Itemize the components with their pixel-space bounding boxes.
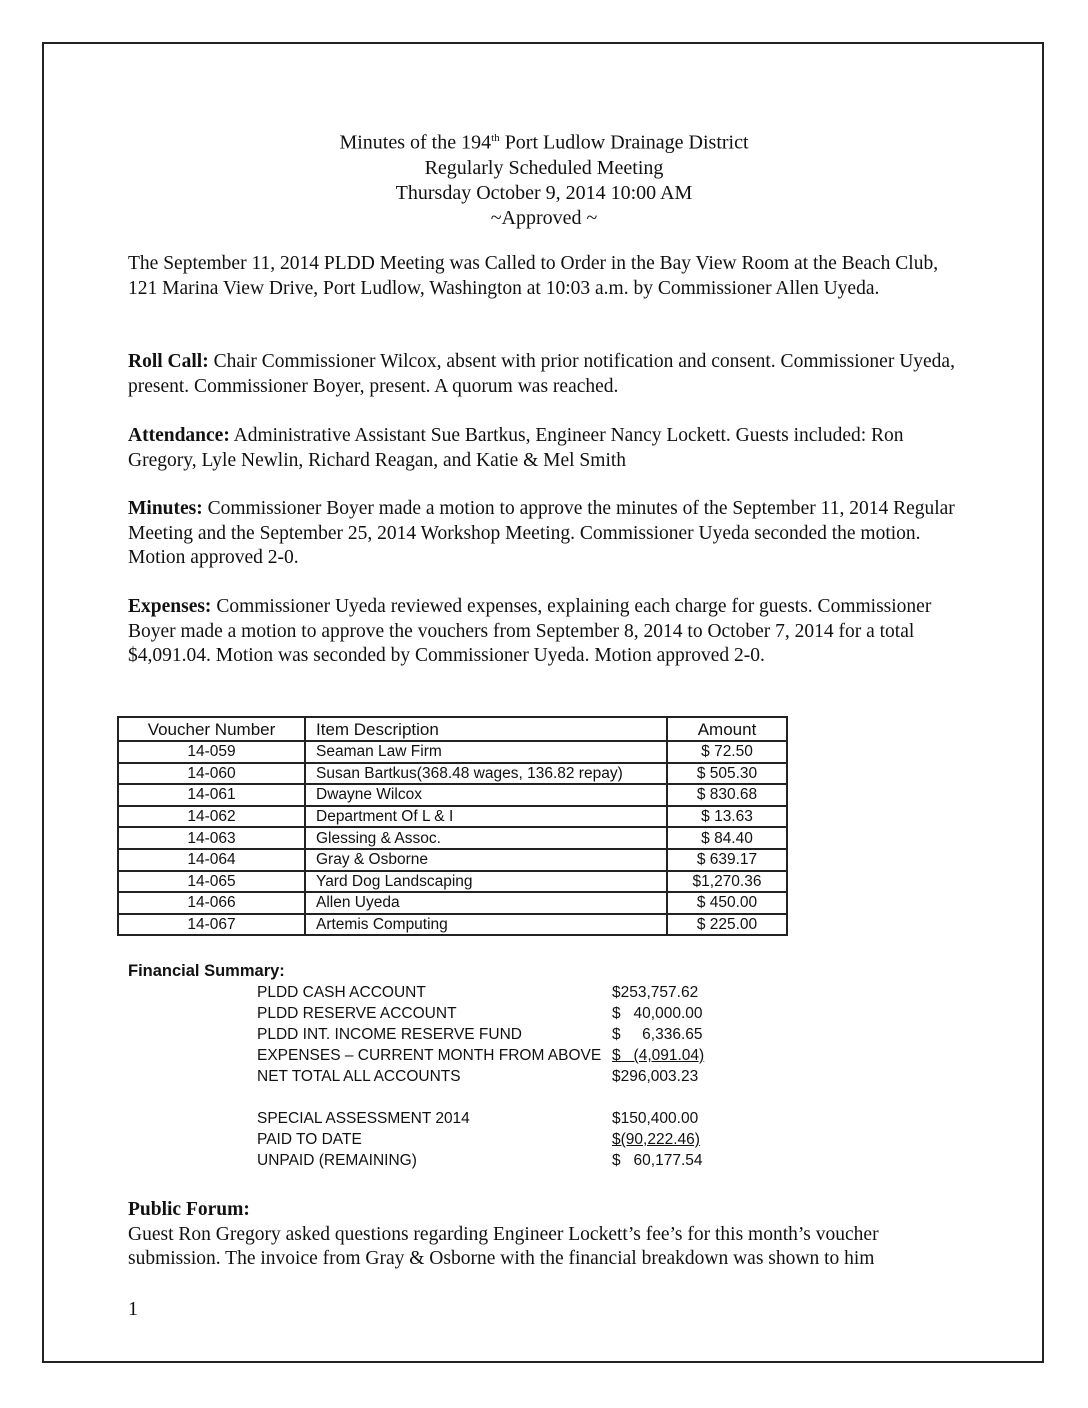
financial-row xyxy=(257,1005,757,1026)
section-text: Commissioner Boyer made a motion to approve the minutes of the September 11, 2014 Regular Meeting and the September 25, 2014 Workshop Meeting. Commissioner Uyeda seconded the motion. Motion approved 2-0. xyxy=(128,498,955,568)
voucher-number: 14-067 xyxy=(118,914,305,936)
intro-paragraph: The September 11, 2014 PLDD Meeting was Called to Order in the Bay View Room at the Beach Club, 121 Marina View Drive, Port Ludlow, Washington at 10:03 a.m. by Commissioner Allen Uyeda. xyxy=(128,253,939,299)
section-label: Minutes: xyxy=(128,498,203,519)
table-row xyxy=(118,849,787,871)
voucher-number: 14-062 xyxy=(118,806,305,828)
table-row xyxy=(118,914,787,936)
title-line-1: Minutes of the 194 xyxy=(339,131,492,154)
table-row xyxy=(118,827,787,849)
voucher-number: 14-061 xyxy=(118,784,305,806)
section-text: Administrative Assistant Sue Bartkus, Engineer Nancy Lockett. Guests included: Ron Gregory, Lyle Newlin, Richard Reagan, and Katie & Mel Smith xyxy=(128,425,904,471)
title-superscript: th xyxy=(491,132,500,144)
financial-row xyxy=(257,1131,757,1152)
amount: $ 72.50 xyxy=(667,741,787,763)
voucher-number: 14-066 xyxy=(118,892,305,914)
account-value: $ (4,091.04) xyxy=(612,1047,705,1064)
financial-row xyxy=(257,1110,757,1131)
section-text: Guest Ron Gregory asked questions regarding Engineer Lockett’s fee’s for this month’s voucher submission. The invoice from Gray & Osborne with the financial breakdown was shown to him xyxy=(128,1223,879,1269)
account-value: $ 40,000.00 xyxy=(612,1005,703,1022)
account-label: UNPAID (REMAINING) xyxy=(257,1152,417,1169)
amount: $1,270.36 xyxy=(667,871,787,893)
section-label: Attendance: xyxy=(128,425,230,446)
table-row xyxy=(118,806,787,828)
item-description: Department Of L & I xyxy=(305,806,667,828)
account-label: SPECIAL ASSESSMENT 2014 xyxy=(257,1110,470,1127)
voucher-number: 14-064 xyxy=(118,849,305,871)
amount: $ 830.68 xyxy=(667,784,787,806)
column-header: Amount xyxy=(667,717,787,741)
section-text: Chair Commissioner Wilcox, absent with prior notification and consent. Commissioner Uyeda, present. Commissioner Boyer, present. A quorum was reached. xyxy=(128,351,955,397)
financial-row xyxy=(257,1068,757,1089)
item-description: Allen Uyeda xyxy=(305,892,667,914)
item-description: Gray & Osborne xyxy=(305,849,667,871)
item-description: Yard Dog Landscaping xyxy=(305,871,667,893)
account-label: NET TOTAL ALL ACCOUNTS xyxy=(257,1068,461,1085)
page-number: 1 xyxy=(128,1298,138,1320)
table-row xyxy=(118,741,787,763)
title-line-3: Thursday October 9, 2014 10:00 AM xyxy=(395,181,693,204)
public-forum-section xyxy=(128,1198,968,1272)
account-label: PLDD INT. INCOME RESERVE FUND xyxy=(257,1026,522,1043)
table-row xyxy=(118,763,787,785)
financial-row xyxy=(257,1026,757,1047)
table-row xyxy=(118,871,787,893)
title-line-2: Regularly Scheduled Meeting xyxy=(424,156,664,179)
approval-status: ~Approved ~ xyxy=(490,206,598,229)
voucher-table xyxy=(117,716,788,936)
item-description: Glessing & Assoc. xyxy=(305,827,667,849)
voucher-number: 14-059 xyxy=(118,741,305,763)
minutes-paragraph xyxy=(128,497,968,571)
item-description: Dwayne Wilcox xyxy=(305,784,667,806)
item-description: Seaman Law Firm xyxy=(305,741,667,763)
table-row xyxy=(118,892,787,914)
account-value: $150,400.00 xyxy=(612,1110,699,1127)
roll-call-paragraph xyxy=(128,350,968,399)
column-header: Item Description xyxy=(305,717,667,741)
account-value: $(90,222.46) xyxy=(612,1131,700,1148)
account-label: PLDD RESERVE ACCOUNT xyxy=(257,1005,457,1022)
voucher-number: 14-060 xyxy=(118,763,305,785)
item-description: Susan Bartkus(368.48 wages, 136.82 repay) xyxy=(305,763,667,785)
account-value: $296,003.23 xyxy=(612,1068,699,1085)
section-label: Roll Call: xyxy=(128,351,209,372)
account-label: EXPENSES – CURRENT MONTH FROM ABOVE xyxy=(257,1047,602,1064)
section-label: Public Forum: xyxy=(128,1199,250,1220)
document-title xyxy=(0,126,1088,231)
amount: $ 13.63 xyxy=(667,806,787,828)
table-row xyxy=(118,784,787,806)
account-value: $ 60,177.54 xyxy=(612,1152,703,1169)
amount: $ 505.30 xyxy=(667,763,787,785)
section-label: Expenses: xyxy=(128,596,212,617)
financial-row xyxy=(257,1152,757,1173)
voucher-number: 14-063 xyxy=(118,827,305,849)
item-description: Artemis Computing xyxy=(305,914,667,936)
amount: $ 84.40 xyxy=(667,827,787,849)
table-header-row xyxy=(118,717,787,741)
financial-row xyxy=(257,984,757,1005)
column-header: Voucher Number xyxy=(118,717,305,741)
account-value: $ 6,336.65 xyxy=(612,1026,703,1043)
account-label: PLDD CASH ACCOUNT xyxy=(257,984,426,1001)
amount: $ 225.00 xyxy=(667,914,787,936)
section-text: Commissioner Uyeda reviewed expenses, explaining each charge for guests. Commissioner Boyer made a motion to approve the vouchers from September 8, 2014 to October 7, 2014 for a total $4,091.04. Motion was seconded by Commissioner Uyeda. Motion approved 2-0. xyxy=(128,596,932,666)
expenses-paragraph xyxy=(128,595,968,669)
amount: $ 450.00 xyxy=(667,892,787,914)
voucher-number: 14-065 xyxy=(118,871,305,893)
account-label: PAID TO DATE xyxy=(257,1131,362,1148)
financial-row xyxy=(257,1047,757,1068)
account-value: $253,757.62 xyxy=(612,984,699,1001)
financial-summary-heading: Financial Summary: xyxy=(128,962,285,980)
attendance-paragraph xyxy=(128,424,968,473)
title-line-1-rest: Port Ludlow Drainage District xyxy=(499,131,749,154)
amount: $ 639.17 xyxy=(667,849,787,871)
